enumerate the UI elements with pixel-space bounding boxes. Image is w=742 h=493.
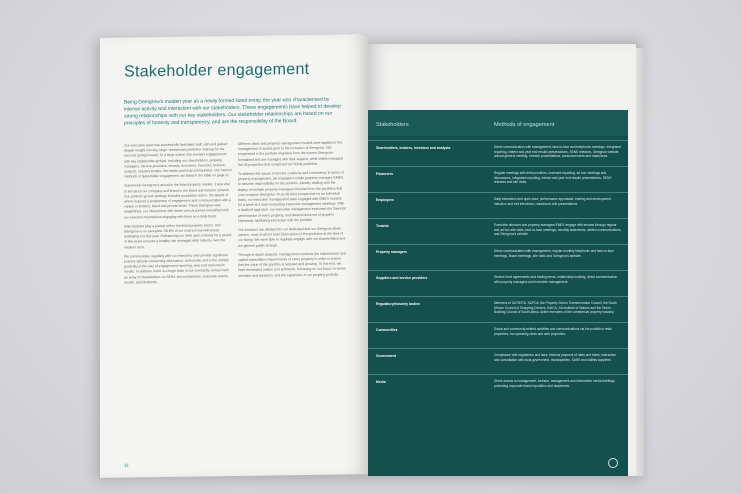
stakeholder-cell: Tenants	[376, 224, 389, 228]
body-paragraph: Our executive team has successfully facilitated staff, with and gained deeper insight into key, large 'unrestricted portfolios' training for the success going forward. To a large extent, this involves engagements with key stakeholder groups, including our shareholders, property managers, service providers, tenants, financiers, investors, brokers, analysts, industry bodies, the media and local communities. Our various methods of stakeholder engagement are listed in the table on page 11.	[124, 142, 232, 179]
right-page	[368, 44, 636, 476]
methods-cell: Daily interaction and open-door, performance appraisals, training and development, induction and exit interviews, roadshows and presentations.	[494, 197, 612, 206]
stakeholder-cell: Suppliers and service providers	[376, 276, 428, 280]
stakeholder-cell: Regulatory/industry bodies	[376, 302, 420, 306]
table-row	[368, 244, 628, 270]
engagement-table	[368, 110, 628, 476]
stakeholder-cell: Property managers	[376, 250, 407, 254]
stakeholder-cell: Shareholders, brokers, investors and analysts	[376, 146, 451, 150]
table-row	[368, 192, 628, 218]
table-row	[368, 296, 628, 322]
table-row	[368, 140, 628, 166]
column-header-methods: Methods of engagement	[494, 122, 555, 128]
body-column-right	[238, 140, 346, 282]
table-header	[368, 110, 628, 136]
stakeholder-cell: Financiers	[376, 172, 393, 176]
page-stack-edge	[636, 48, 644, 476]
left-page	[100, 34, 368, 478]
body-paragraph: Different asset and property management models were applied to the management of assets prior to the formation of Gemgrow. SGI progressed in the portfolio migration from the current Gemgrow-formalised and are managed with their support, while Vukile managed the 29 properties that comprised our Vukile portfolios.	[238, 140, 343, 167]
body-paragraph: To address the issues of service continuity and consistency in terms of property management, we engaged a single property manager, EMES, to assume responsibility for the portfolio, thereby dealing with the legacy of multiple property managers inherited from the portfolios that now comprise Gemgrow. To an obvious prospective on an individual basis, our executive management team engaged with EMES monthly for a week at a time conducting extensive management meetings. With a landlord approach, our executive management evaluated the financial performance of every property, and determined a set of property intensively facilitating interaction with the portfolio.	[238, 170, 346, 223]
table-row	[368, 374, 628, 400]
methods-cell: Compliance with regulations and laws, timeous payment of rates and taxes, interaction and consultation with local government, municipalities, SARS and utilities suppliers.	[494, 353, 617, 362]
methods-cell: Regular meetings with debt providers, covenant reporting, ad hoc meetings and discussions, integrated reporting, interim and year end results presentations, SENS releases and site visits.	[494, 171, 612, 185]
body-column-left	[124, 142, 232, 290]
methods-cell: Executive directors and property managers EMES engage with tenants through regular and ad hoc site visits, face-to-face meetings, monthly statements, written communications, and Gemgrow's website.	[494, 223, 622, 237]
table-row	[368, 166, 628, 192]
stakeholder-cell: Government	[376, 354, 396, 358]
table-row	[368, 218, 628, 244]
body-paragraph: Through in-depth analysis, management conducts the maintenance and capital expenditure requirements of every property in order to ensure that the value of the portfolio is retained and growing. To this end, we have developed unique and architects, focussing on our focus on tenant retention and attraction, and the expansion of our property portfolio.	[238, 251, 347, 278]
stakeholder-cell: Communities	[376, 328, 398, 332]
stakeholder-cell: Media	[376, 380, 386, 384]
body-paragraph: Our investors are divided into our dedicated and our Gemgrow share owners, most of whom have been active in the portfolios at the time of our listing. We were able to regularly engage with our shareholders and the general public at large.	[238, 226, 345, 248]
body-paragraph: Stanmorelo Gemgrow's arrival in the listed property market, it was vital to introduce our company and brand to the listed and investor network. Our portfolio growth strategy includes acquisitive action, the details of which required a programme of engagement and communication with a variety of brokers, listed and private funds. These Gemgrow was established, our interactions with these various parties intensified with our investors themselves engaging with them on a daily basis.	[124, 182, 231, 220]
body-paragraph: Debt facilities play a pivotal role in the listed property sector, and Gemgrow is no exception. 58.6% of our total income with these facilitating our first year. Refinancing our debt upon maturity for a period of five years ensures a healthy risk managed debt maturity over the medium term.	[124, 223, 232, 250]
methods-cell: Direct access to management, investor, management and informative media briefings, promoting corporate brand reputation and awareness.	[494, 379, 616, 388]
methods-cell: Direct communication with management, regular monthly telephonic and face-to-face meetings, Board meetings, site visits and Gemgrow's website.	[494, 249, 614, 258]
body-paragraph: We communicate regularly with our investors, who provide significant positive attitude concerning information, community and to the market, generally in the way of engagement reporting, year end and interim results. In addition, there is a large base in our constantly contact with an array of shareholders on SENS announcements, corporate events, results, and dividends.	[124, 252, 230, 285]
table-body	[368, 140, 628, 400]
methods-cell: Social and community-related activities and communications via the portfolio's retail properties, incorporating clean and safe properties.	[494, 327, 612, 336]
page-number: 12	[124, 462, 129, 468]
methods-cell: Members of SA REITA, SAPOA, the Property Sector Transformation Council, the South African Council of Shopping Centres, SAICA, SA Institute of Valuers and the Green Building Council of South Africa. Active members of the commercial property industry.	[494, 301, 617, 315]
column-header-stakeholders: Stakeholders	[376, 122, 409, 128]
table-row	[368, 348, 628, 374]
table-row	[368, 322, 628, 348]
gemgrow-logo-icon	[608, 458, 618, 468]
stakeholder-cell: Employees	[376, 198, 394, 202]
intro-paragraph: Being Gemgrow's maiden year as a newly formed listed entity, the year was characterised by intense activity and interaction with our stakeholders. These engagements have helped to develop strong relationships with our key stakeholders. Our stakeholder relationships are based on our principles of honesty and transparency, and are the responsibility of the Board.	[124, 96, 341, 127]
table-row	[368, 270, 628, 296]
page-title: Stakeholder engagement	[124, 60, 310, 81]
methods-cell: Service level agreements and trading terms, relationship building, direct communication with property managers and executive management.	[494, 275, 618, 284]
methods-cell: Direct communication with management, face-to-face and telephonic meetings. Integrated reporting, interim and year end results presentations, SENS releases, Gemgrow website, annual general meeting, investor presentations, announcements and roadshows.	[494, 145, 621, 159]
